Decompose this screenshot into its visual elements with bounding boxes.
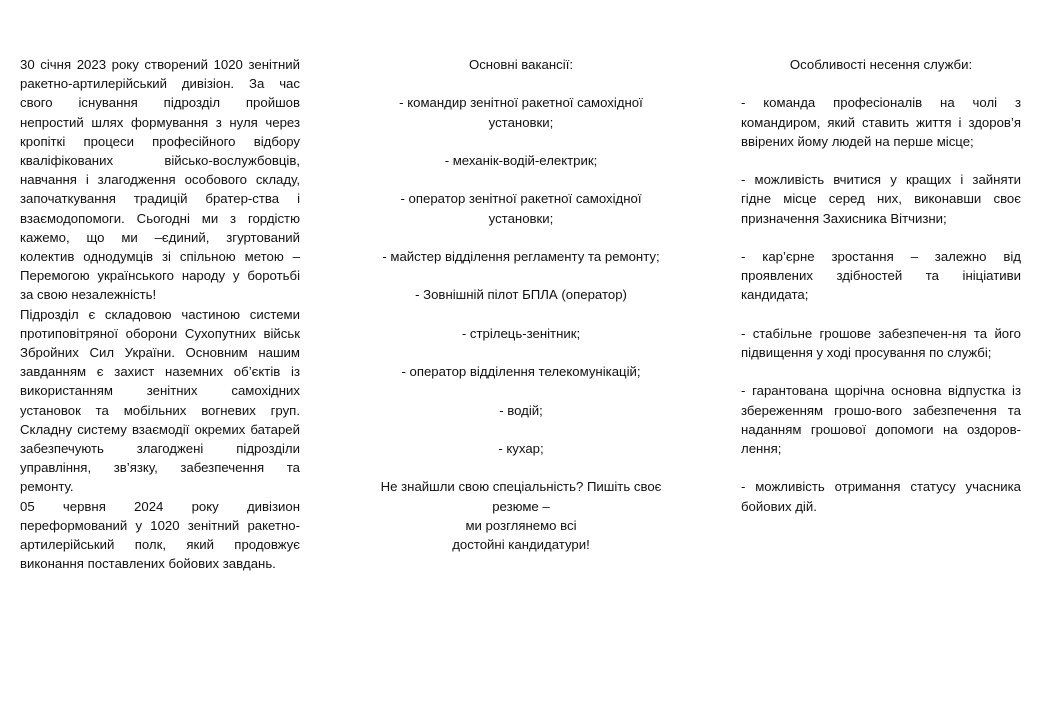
vacancy-item: - Зовнішній пілот БПЛА (оператор) (415, 287, 627, 303)
about-paragraph-1: 30 січня 2023 року створений 1020 зенітний ракетно-артилерійський дивізіон. За час свого існування підрозділ пройшов непростий шлях формування з нуля через кропіткі процеси професійного відбору кваліфікованих військо-вослужбовців, навчання і злагодження особового складу, започаткування традицій братер-ства і взаємодопомоги. Сьогодні ми з гордістю кажемо, що ми –єдиний, згуртований колектив однодумців зі спільною метою – Перемогою українського народу у боротьбі за свою незалежність! (20, 57, 300, 303)
features-title: Особливості несення служби: (789, 57, 973, 72)
vacancies-call-to-action (376, 477, 666, 554)
about-column (20, 55, 300, 573)
vacancy-item: - оператор зенітної ракетної самохідної установки; (400, 191, 642, 226)
vacancy-item: - оператор відділення телекомунікацій; (401, 364, 641, 380)
cta-line-3: достойні кандидатури! (452, 536, 590, 552)
vacancy-item: - стрілець-зенітник; (461, 325, 581, 341)
feature-item: - команда професіоналів на чолі з командиром, який ставить життя і здоров’я ввірених йому людей на перше місце; (741, 95, 1021, 149)
cta-line-2: ми розглянемо всі (465, 517, 577, 533)
vacancy-item: - майстер відділення регламенту та ремонту; (382, 248, 660, 264)
vacancies-column (376, 55, 666, 554)
cta-line-1: Не знайшли свою спеціальність? Пишіть своє резюме – (380, 479, 662, 514)
vacancy-item: - командир зенітної ракетної самохідної установки; (399, 95, 643, 130)
about-paragraph-3: 05 червня 2024 року дивізион переформований у 1020 зенітний ракетно-артилерійський полк, який продовжує виконання поставлених бойових завдань. (20, 498, 300, 572)
vacancy-item: - водій; (499, 402, 543, 418)
feature-item: - кар’єрне зростання – залежно від проявлених здібностей та ініціативи кандидата; (741, 248, 1021, 303)
vacancies-title: Основні вакансії: (468, 57, 574, 72)
feature-item: - можливість вчитися у кращих і зайняти гідне місце серед них, виконавши своє призначення Захисника Вітчизни; (741, 172, 1021, 226)
vacancy-item: - механік-водій-електрик; (444, 152, 598, 168)
feature-item: - стабільне грошове забезпечен-ня та його підвищення у ході просування по службі; (741, 325, 1021, 360)
about-paragraph-2: Підрозділ є складовою частиною системи протиповітряної оборони Сухопутних військ Збройних Сил України. Основним нашим завданням є захист наземних об’єктів із використанням зенітних самохідних установок та мобільних вогневих груп. Складну систему взаємодії окремих батарей забезпечують злагоджені підрозділи управління, зв’язку, забезпечення та ремонту. (20, 306, 300, 495)
vacancy-item: - кухар; (498, 440, 544, 456)
feature-item: - можливість отримання статусу учасника бойових дій. (741, 479, 1021, 514)
features-column (741, 55, 1021, 535)
feature-item: - гарантована щорічна основна відпустка із збереженням грошо-вого забезпечення та наданням грошової допомоги на оздоров-лення; (741, 383, 1021, 456)
